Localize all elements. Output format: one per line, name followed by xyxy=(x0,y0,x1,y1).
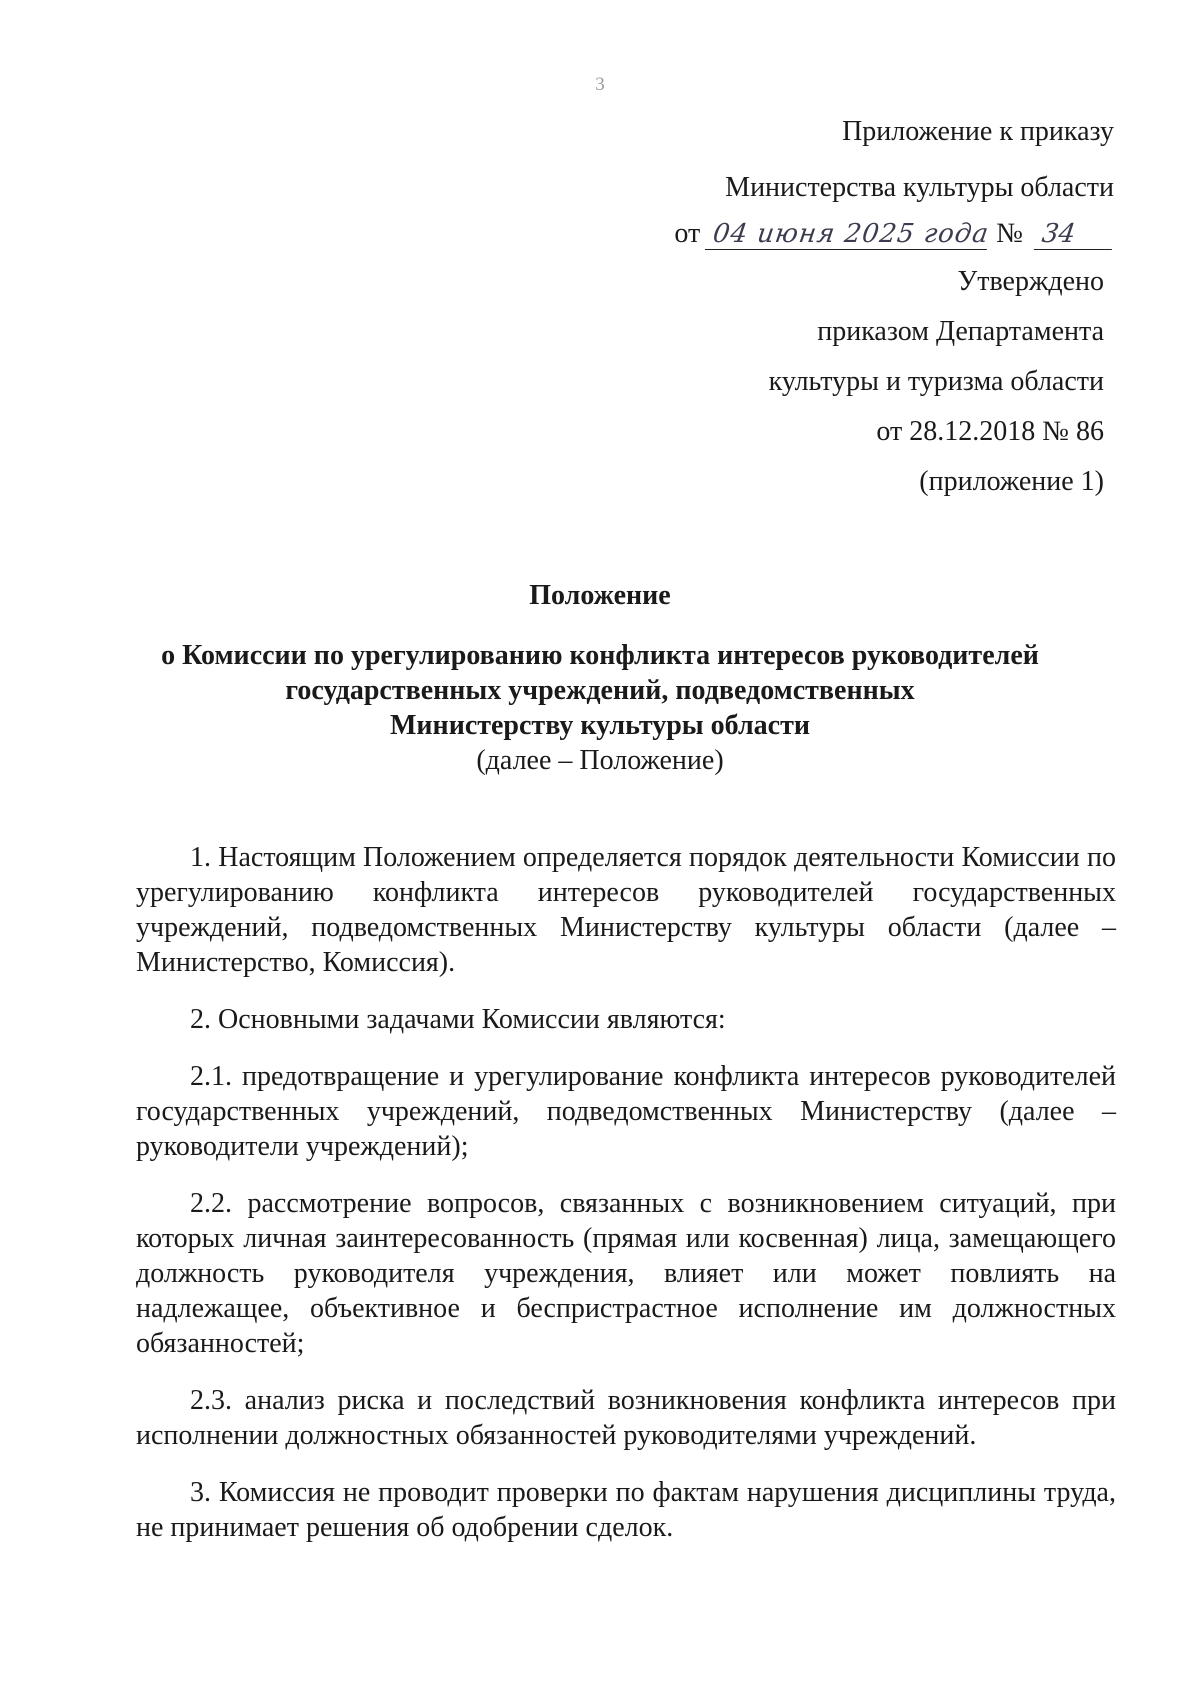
approved-by-line-1: приказом Департамента xyxy=(817,316,1104,347)
document-body xyxy=(136,840,1116,1567)
title-sub-line-1: о Комиссии по урегулированию конфликта интересов руководителей xyxy=(161,640,1039,671)
paragraph-3: 3. Комиссия не проводит проверки по фактам нарушения дисциплины труда, не принимает решения об одобрении сделок. xyxy=(136,1477,1116,1543)
document-title xyxy=(0,578,1200,779)
paragraph-2-3: 2.3. анализ риска и последствий возникновения конфликта интересов при исполнении должностных обязанностей руководителями учреждений. xyxy=(136,1385,1116,1451)
order-number-sign: № xyxy=(996,218,1023,249)
appendix-line-2: Министерства культуры области xyxy=(725,172,1114,203)
paragraph-2-2: 2.2. рассмотрение вопросов, связанных с возникновением ситуаций, при которых личная заинтересованность (прямая или косвенная) лица, замещающего должность руководителя учреждения, влияет или может повлиять на надлежащее, объективное и беспристрастное исполнение им должностных обязанностей; xyxy=(136,1188,1116,1359)
handwritten-order-date: 04 июня 2025 года xyxy=(705,219,991,250)
order-prefix: от xyxy=(674,218,701,249)
handwritten-order-number: 34 xyxy=(1034,219,1116,250)
paragraph-1: 1. Настоящим Положением определяется порядок деятельности Комиссии по урегулированию конфликта интересов руководителей государственных учреждений, подведомственных Министерству культуры области (далее – Министерство, Комиссия). xyxy=(136,842,1116,978)
approved-by-line-2: культуры и туризма области xyxy=(768,366,1104,397)
appendix-line-1: Приложение к приказу xyxy=(842,116,1114,147)
approved-label: Утверждено xyxy=(957,266,1104,297)
title-sub-line-3: Министерству культуры области xyxy=(390,710,810,741)
approved-date: от 28.12.2018 № 86 xyxy=(876,416,1104,447)
title-sub-line-2: государственных учреждений, подведомственных xyxy=(285,675,915,706)
order-reference xyxy=(674,214,1114,254)
appendix-header xyxy=(725,112,1114,224)
page-number: 3 xyxy=(595,74,605,95)
title-main: Положение xyxy=(529,580,671,611)
paragraph-2-1: 2.1. предотвращение и урегулирование конфликта интересов руководителей государственных учреждений, подведомственных Министерству (далее – руководители учреждений); xyxy=(136,1061,1116,1162)
approved-appendix: (приложение 1) xyxy=(919,466,1104,497)
approval-block xyxy=(769,262,1104,512)
title-note: (далее – Положение) xyxy=(476,745,724,776)
paragraph-2: 2. Основными задачами Комиссии являются: xyxy=(190,1004,726,1035)
